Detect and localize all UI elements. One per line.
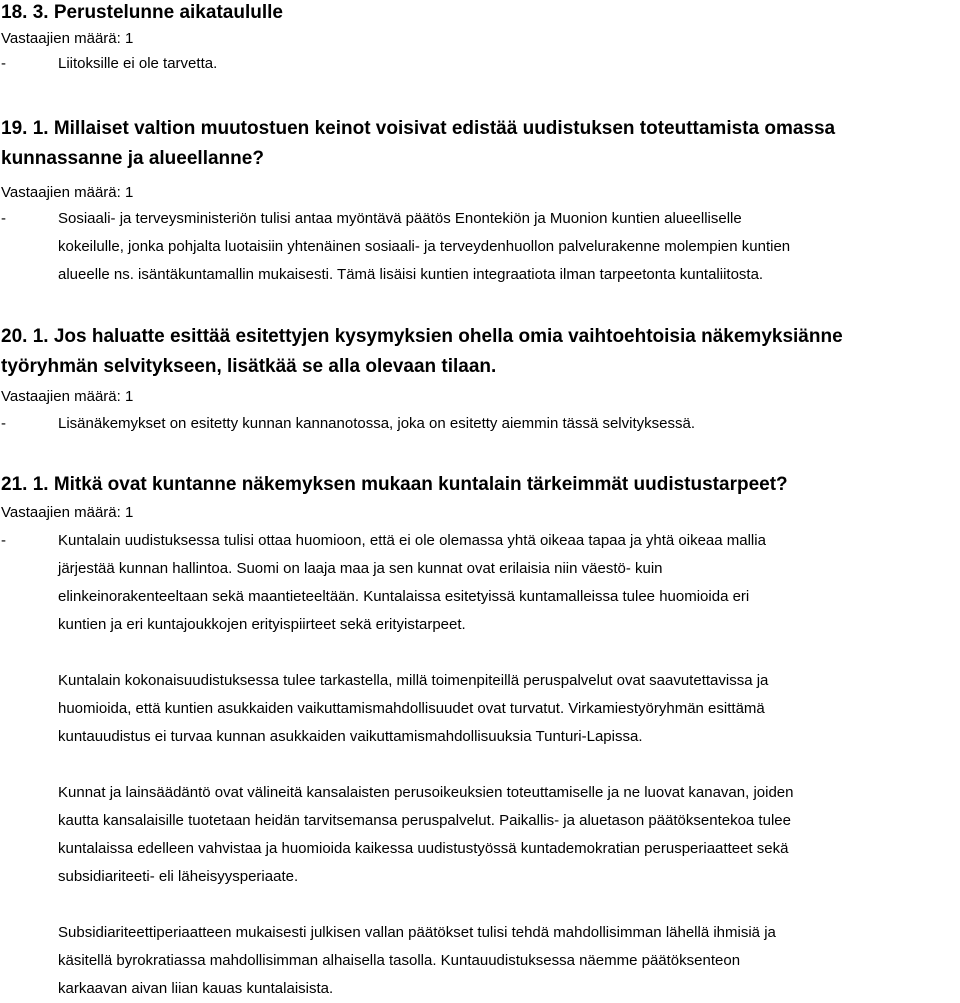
question-21	[0, 470, 960, 1003]
answer-paragraph: Kuntalain kokonaisuudistuksessa tulee tarkastella, millä toimenpiteillä peruspalvelut ovat saavutettavissa ja huomioida, että kuntien asukkaiden vaikuttamismahdollisuudet ovat turvatut. Virkamiestyöryhmän esittämä kuntauudistus ei turvaa kunnan asukkaiden vaikuttamismahdollisuuksia Tunturi-Lapissa.	[58, 672, 769, 745]
answer-item: - Kuntalain uudistuksessa tulisi ottaa huomioon, että ei ole olemassa yhtä oikeaa tapaa ja yhtä oikeaa mallia järjestää kunnan hallintoa. Suomi on laaja maa ja sen kunnat ovat erilaisia niin väestö- kuin elinkeinorakenteeltaan sekä maantieteeltään. Kuntalaissa esitetyissä kuntamalleissa tulee huomioida eri kuntien ja eri kuntajoukkojen erityispiirteet sekä erityistarpeet.	[0, 527, 960, 639]
list-dash: -	[1, 415, 6, 432]
answer-item: - Lisänäkemykset on esitetty kunnan kannanotossa, joka on esitetty aiemmin tässä selvityksessä.	[0, 410, 960, 438]
question-heading: 19. 1. Millaiset valtion muutostuen keinot voisivat edistää uudistuksen toteuttamista omassa kunnassanne ja alueellanne?	[1, 118, 836, 169]
answer-paragraph: Kunnat ja lainsäädäntö ovat välineitä kansalaisten perusoikeuksien toteuttamiselle ja ne luovat kanavan, joiden kautta kansalaisille tuotetaan heidän tarvitsemansa peruspalvelut. Paikallis- ja aluetason päätöksentekoa tulee kuntalaissa edelleen vahvistaa ja huomioida kaikessa uudistustyössä kuntademokratian perusperiaatteet sekä subsidiariteeti- eli läheisyysperiaate.	[58, 784, 794, 885]
list-dash: -	[1, 532, 6, 549]
list-dash: -	[1, 210, 6, 227]
question-heading: 18. 3. Perustelunne aikataululle	[1, 2, 283, 23]
list-dash: -	[1, 55, 6, 72]
respondent-count: Vastaajien määrä: 1	[1, 388, 134, 405]
question-heading: 21. 1. Mitkä ovat kuntanne näkemyksen mukaan kuntalain tärkeimmät uudistustarpeet?	[1, 474, 788, 495]
respondent-count: Vastaajien määrä: 1	[1, 184, 134, 201]
answer-paragraph: Subsidiariteettiperiaatteen mukaisesti julkisen vallan päätökset tulisi tehdä mahdollisimman lähellä ihmisiä ja käsitellä byrokratiassa mahdollisimman alhaisella tasolla. Kuntauudistuksessa näemme päätöksenteon karkaavan aivan liian kauas kuntalaisista.	[58, 924, 776, 997]
answer-item: - Sosiaali- ja terveysministeriön tulisi antaa myöntävä päätös Enontekiön ja Muonion kuntien alueelliselle kokeilulle, jonka pohjalta luotaisiin yhtenäinen sosiaali- ja terveydenhuollon palvelurakenne molempien kuntien alueelle ns. isäntäkuntamallin mukaisesti. Tämä lisäisi kuntien integraatiota ilman tarpeetonta kuntaliitosta.	[0, 205, 960, 289]
question-heading: 20. 1. Jos haluatte esittää esitettyjen kysymyksien ohella omia vaihtoehtoisia näkemyksiänne työryhmän selvitykseen, lisätkää se alla olevaan tilaan.	[1, 326, 843, 377]
question-18	[0, 0, 960, 78]
question-20	[0, 322, 960, 438]
question-19	[0, 114, 960, 289]
answer-item: - Liitoksille ei ole tarvetta.	[0, 50, 960, 78]
respondent-count: Vastaajien määrä: 1	[1, 504, 134, 521]
respondent-count: Vastaajien määrä: 1	[1, 30, 134, 47]
